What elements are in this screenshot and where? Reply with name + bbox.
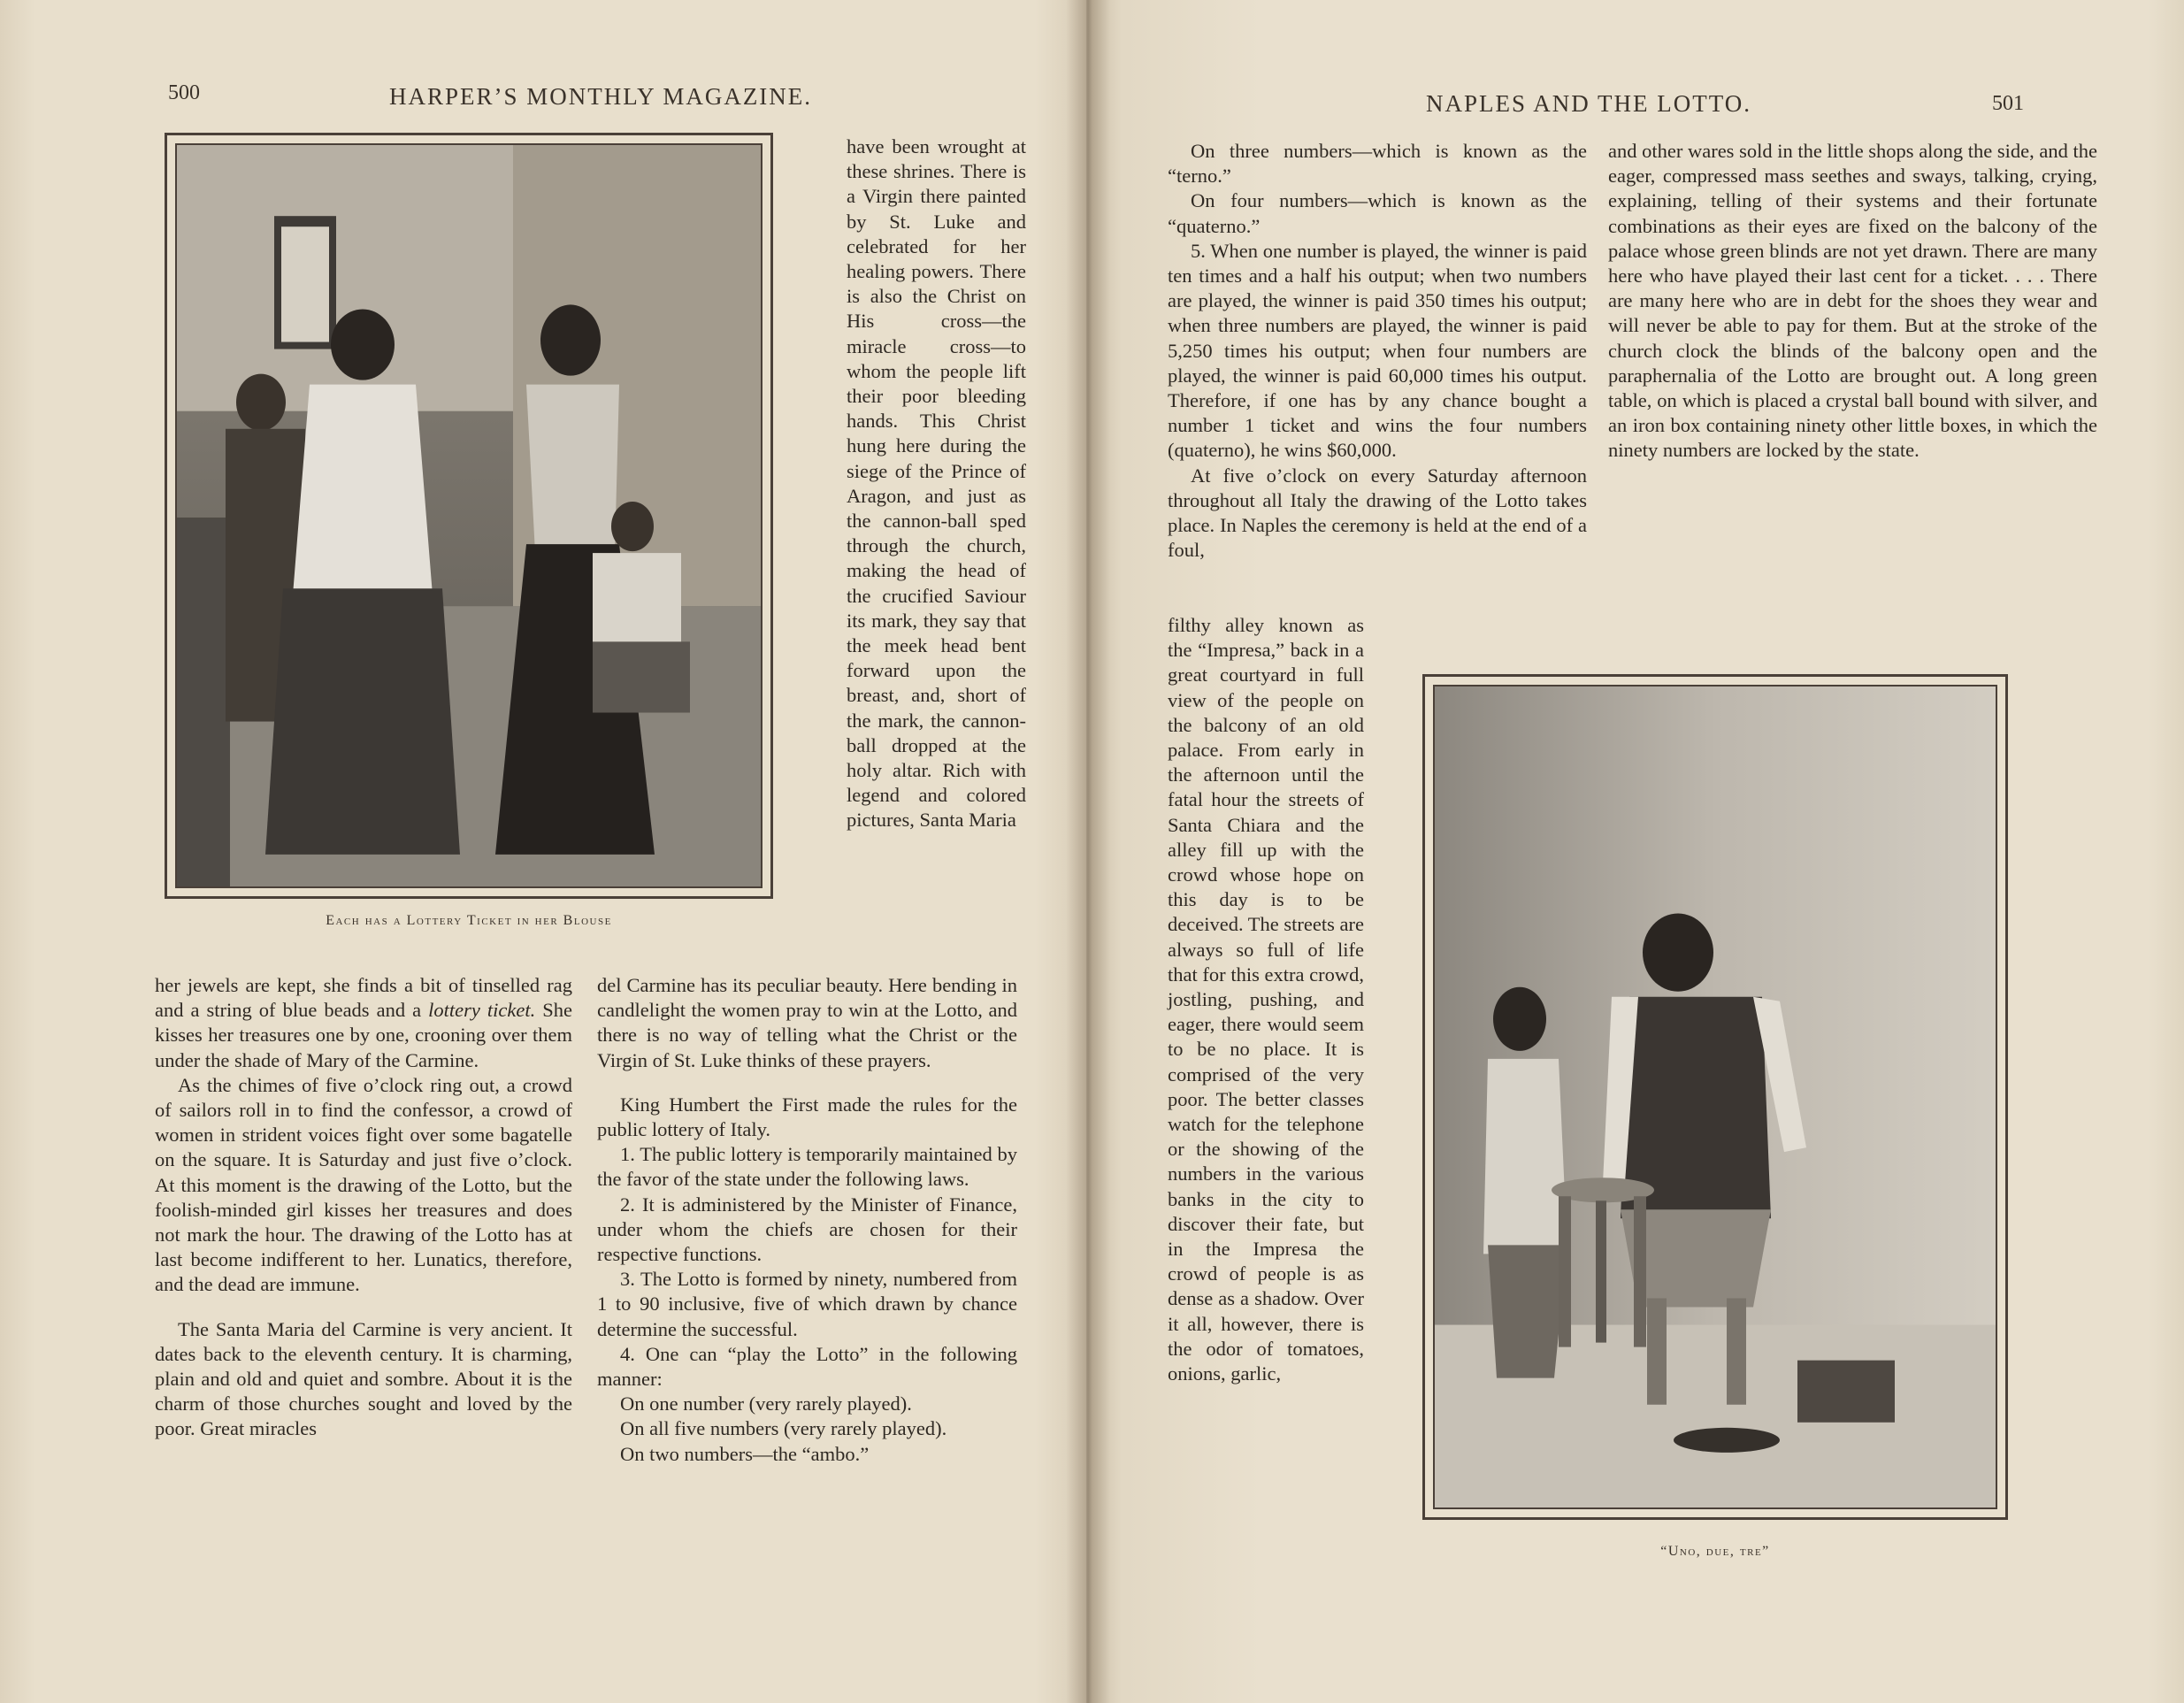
left-col2-p1: del Carmine has its peculiar beauty. Here bending in candlelight the women pray to win at the Lotto, and there is no way of telling what the Christ or the Virgin of St. Luke thinks of these prayers.: [597, 974, 1017, 1071]
right-page: [1086, 0, 2184, 1703]
left-col1-p1: [155, 973, 572, 1073]
right-column-1-top: [1168, 139, 1587, 563]
left-col1-p1-tail: She kisses her treasures one by one, crooning over them under the shade of Mary of the Carmine.: [155, 999, 572, 1071]
lottery-ticket-italic: lottery ticket.: [428, 999, 536, 1022]
left-folio: 500: [168, 81, 200, 104]
women-photo-caption: Each has a Lottery Ticket in her Blouse: [326, 913, 612, 928]
right-col1-p3: 5. When one number is played, the winner is paid ten times and a half his output; when two numbers are played, the winner is paid 350 times his output; when three numbers are played, the winner is paid 5,250 times his output; when four numbers are played, the winner is paid 60,000 times his output. Therefore, if one has by any chance bought a number 1 ticket and wins the four numbers (quaterno), he wins $60,000.: [1168, 239, 1587, 462]
uno-due-tre-photo-frame: [1422, 674, 2008, 1520]
left-col2-p8: On all five numbers (very rarely played).: [620, 1417, 947, 1440]
narrow-column-text: filthy alley known as the “Impresa,” back in a great courtyard in full view of the people on the balcony of an old palace. From early in the afternoon until the fatal hour the streets of Santa Chiara and the alley fill up with the crowd whose hope on this day is to be deceived. The streets are always so full of life that for this extra crowd, jostling, pushing, and eager, there would seem to be no place. It is comprised of the very poor. The better classes watch for the telephone or the showing of the numbers in the various banks in the city to discover their fate, but in the Impresa the crowd of people is as dense as a shadow. Over it all, however, there is the odor of tomatoes, onions, garlic,: [1168, 614, 1364, 1385]
left-col2-p5: 3. The Lotto is formed by ninety, numbered from 1 to 90 inclusive, five of which drawn by chance determine the successful.: [597, 1268, 1017, 1340]
women-photo: [177, 145, 761, 886]
right-col2-text: and other wares sold in the little shops along the side, and the eager, compressed mass seethes and sways, talking, crying, explaining, telling of their systems and their fortunate combinations as their eyes are fixed on the balcony of the palace whose green blinds are not yet drawn. There are many here who have played their last cent for a ticket. . . . There are many here who are in debt for the shoes they wear and will never be able to pay for them. But at the stroke of the church clock the blinds of the balcony open and the paraphernalia of the Lotto are brought out. A long green table, on which is placed a crystal ball bound with silver, and an iron box containing ninety other little boxes, in which the ninety numbers are locked by the state.: [1608, 140, 2098, 462]
left-col1-p2: As the chimes of five o’clock ring out, a crowd of sailors roll in to find the confessor, a crowd of women in strident voices fight over some bagatelle on the square. It is Saturday and just five o’clock. At this moment is the drawing of the Lotto, but the foolish-minded girl kisses her treasures and does not mark the hour. The drawing of the Lotto has at last become indifferent to her. Lunatics, therefore, and the dead are immune.: [155, 1073, 572, 1296]
left-col1-p3: The Santa Maria del Carmine is very ancient. It dates back to the eleventh century. It is charming, plain and old and quiet and sombre. About it is the charm of those churches sought and loved by the poor. Great miracles: [155, 1317, 572, 1440]
left-running-head: HARPER’S MONTHLY MAGAZINE.: [389, 83, 813, 110]
right-col1-p1: On three numbers—which is known as the “terno.”: [1168, 140, 1587, 188]
uno-due-tre-photo: [1435, 687, 1996, 1507]
left-col2-p6: 4. One can “play the Lotto” in the following manner:: [597, 1342, 1017, 1391]
left-col2-p9: On two numbers—the “ambo.”: [620, 1442, 870, 1465]
left-column-2: [597, 973, 1017, 1467]
left-col2-p7: On one number (very rarely played).: [620, 1392, 912, 1415]
right-col1-p4: At five o’clock on every Saturday afternoon throughout all Italy the drawing of the Lotto takes place. In Naples the ceremony is held at the end of a foul,: [1168, 464, 1587, 562]
left-col2-p2: King Humbert the First made the rules for the public lottery of Italy.: [597, 1093, 1017, 1141]
left-col2-p4: 2. It is administered by the Minister of Finance, under whom the chiefs are chosen for their respective functions.: [597, 1193, 1017, 1266]
side-column-text: have been wrought at these shrines. There is a Virgin there painted by St. Luke and celebrated for her healing powers. There is also the Christ on His cross—the miracle cross—to whom the people lift their poor bleeding hands. This Christ hung here during the siege of the Prince of Aragon, and just as the cannon-ball sped through the church, making the head of the crucified Saviour its mark, they say that the meek head bent forward upon the breast, and, short of the mark, the cannon-ball dropped at the holy altar. Rich with legend and colored pictures, Santa Maria: [847, 135, 1026, 832]
left-page: [0, 0, 1086, 1703]
right-column-2-top: [1608, 139, 2097, 464]
right-folio: 501: [1992, 92, 2024, 115]
women-photo-frame: [165, 133, 773, 899]
left-col2-p3: 1. The public lottery is temporarily maintained by the favor of the state under the following laws.: [597, 1143, 1017, 1191]
left-col1-p1-text: her jewels are kept, she finds a bit of tinselled rag and a string of blue beads and a: [155, 974, 572, 1022]
right-running-head: NAPLES AND THE LOTTO.: [1426, 90, 1752, 117]
right-col1-p2: On four numbers—which is known as the “quaterno.”: [1168, 189, 1587, 237]
side-column: [847, 134, 1026, 833]
uno-due-tre-caption: “Uno, due, tre”: [1660, 1544, 1770, 1559]
book-gutter: [1066, 0, 1110, 1703]
narrow-column: [1168, 613, 1364, 1386]
left-column-1: [155, 973, 572, 1442]
